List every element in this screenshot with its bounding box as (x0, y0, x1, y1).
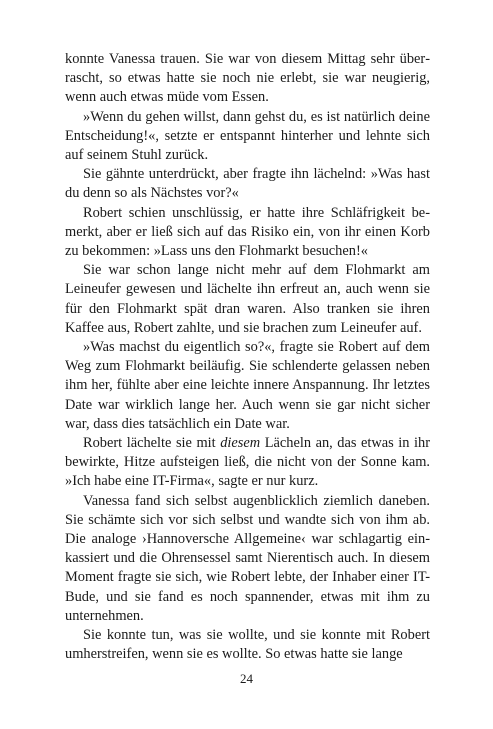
page-number: 24 (240, 671, 253, 686)
paragraph (65, 492, 430, 626)
paragraph-text: Robert schien unschlüssig, er hatte ihre Schläfrigkeit bemerkt, aber er ließ sich auf das Risiko ein, von ihr einen Korb zu bekommen: »Lass uns den Flohmarkt besuchen!« (65, 204, 430, 260)
paragraph-text: konnte Vanessa trauen. Sie war von diesem Mittag sehr überrascht, so etwas hatte sie noch nie erlebt, sie war neugierig, wenn auch etwas müde vom Essen. (65, 51, 430, 106)
paragraph-text: Sie gähnte unterdrückt, aber fragte ihn lächelnd: »Was hast du denn so als Nächstes vor?« (65, 166, 430, 202)
paragraph (65, 50, 430, 108)
paragraph-text: »Wenn du gehen willst, dann gehst du, es ist natürlich deine Entscheidung!«, setzte er entspannt hinterher und lehnte sich auf seinem Stuhl zurück. (65, 108, 430, 164)
emphasized-text: diesem (220, 435, 261, 452)
page-body (65, 50, 430, 665)
paragraph (65, 165, 430, 203)
paragraph (65, 204, 430, 262)
paragraph (65, 338, 430, 434)
paragraph (65, 626, 430, 664)
paragraph-text: Robert lächelte sie mit (83, 435, 221, 452)
paragraph (65, 108, 430, 166)
paragraph-text: Sie konnte tun, was sie wollte, und sie konnte mit Robert umherstreifen, wenn sie es wollte. So etwas hatte sie lange (65, 627, 430, 663)
paragraph-text: »Was machst du eigentlich so?«, fragte sie Robert auf dem Weg zum Flohmarkt beiläufig. Sie schlenderte gelassen neben ihm her, fühlte aber eine leichte innere Anspannung. Ihr letztes Date war wirklich lange her. Auch wenn sie gar nicht sicher war, dass dies tatsächlich ein Date war. (65, 339, 430, 432)
paragraph (65, 261, 430, 338)
paragraph-text: Lächeln an, das etwas in ihr bewirkte, Hitze aufsteigen ließ, die nicht von der Sonne kam. »Ich habe eine IT-Firma«, sagte er nur kurz. (65, 435, 430, 490)
paragraph (65, 434, 430, 492)
paragraph-text: Sie war schon lange nicht mehr auf dem Flohmarkt am Leineufer gewesen und lächelte ihn erfreut an, auch wenn sie für den Flohmarkt spät dran waren. Also tranken sie ihren Kaffee aus, Robert zahlte, und sie brachen zum Leineufer auf. (65, 262, 430, 336)
paragraph-text: Vanessa fand sich selbst augenblicklich ziemlich daneben. Sie schämte sich vor sich selbst und wandte sich von ihm ab. Die analoge ›Hannoversche Allgemeine‹ war schlagartig einkassiert und die Ohrensessel samt Nierentisch auch. In diesem Moment fragte sie sich, wie Robert lebte, der Inhaber einer IT-Bude, und sie fand es noch spannender, etwas mit ihm zu unternehmen. (65, 492, 430, 624)
